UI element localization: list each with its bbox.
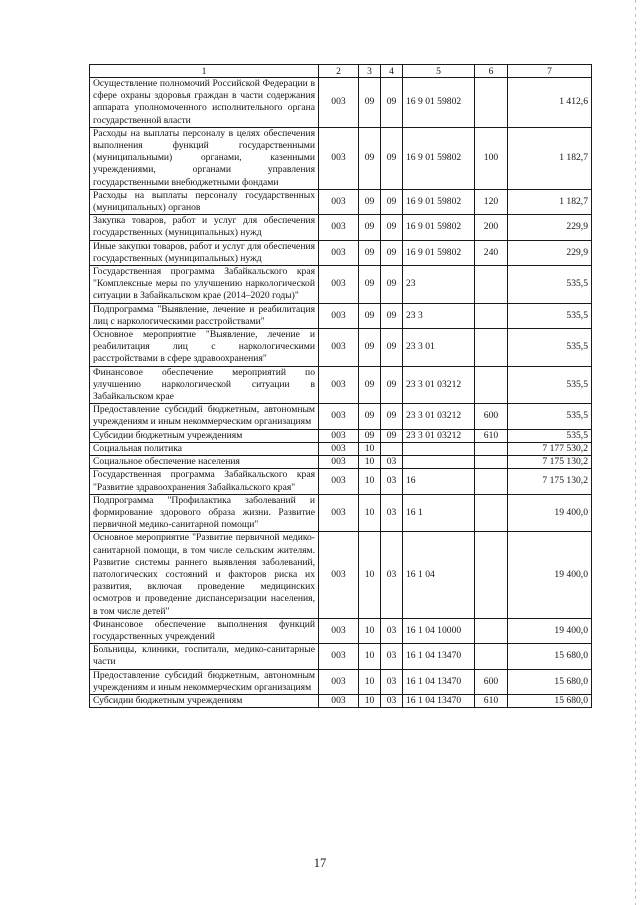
- row-vr: [475, 494, 508, 532]
- row-vr: 120: [475, 189, 508, 214]
- header-col-vr: 6: [475, 65, 508, 78]
- header-col-csr: 5: [403, 65, 475, 78]
- row-rz: 09: [359, 266, 381, 304]
- row-grbs: 003: [319, 78, 359, 128]
- row-pr: 09: [381, 189, 403, 214]
- row-grbs: 003: [319, 303, 359, 328]
- row-name: Субсидии бюджетным учреждениям: [90, 429, 319, 442]
- header-col-rz: 3: [359, 65, 381, 78]
- row-name: Социальное обеспечение населения: [90, 456, 319, 469]
- row-rz: 10: [359, 494, 381, 532]
- row-sum: 1 412,6: [508, 78, 592, 128]
- row-sum: 19 400,0: [508, 494, 592, 532]
- row-vr: [475, 532, 508, 618]
- table-row: [90, 694, 592, 707]
- row-csr: 23 3 01 03212: [403, 429, 475, 442]
- row-csr: 23 3 01 03212: [403, 366, 475, 404]
- table-row: [90, 644, 592, 669]
- row-sum: 19 400,0: [508, 618, 592, 643]
- row-name: Предоставление субсидий бюджетным, автономным учреждениям и иным некоммерческим организациям: [90, 669, 319, 694]
- row-pr: 09: [381, 127, 403, 189]
- row-csr: 16 9 01 59802: [403, 189, 475, 214]
- row-csr: [403, 442, 475, 455]
- header-row: [90, 65, 592, 78]
- row-vr: [475, 78, 508, 128]
- row-name: Финансовое обеспечение мероприятий по улучшению наркологической ситуации в Забайкальском крае: [90, 366, 319, 404]
- table-row: [90, 303, 592, 328]
- row-sum: 1 182,7: [508, 127, 592, 189]
- row-grbs: 003: [319, 189, 359, 214]
- row-sum: 535,5: [508, 429, 592, 442]
- row-name: Субсидии бюджетным учреждениям: [90, 694, 319, 707]
- table-row: [90, 532, 592, 618]
- row-csr: 23 3 01 03212: [403, 404, 475, 429]
- row-pr: 09: [381, 404, 403, 429]
- row-sum: 19 400,0: [508, 532, 592, 618]
- row-vr: [475, 644, 508, 669]
- row-name: Социальная политика: [90, 442, 319, 455]
- row-vr: 200: [475, 215, 508, 240]
- row-rz: 10: [359, 694, 381, 707]
- row-csr: 16 9 01 59802: [403, 215, 475, 240]
- table-row: [90, 266, 592, 304]
- row-name: Основное мероприятие "Развитие первичной медико-санитарной помощи, в том числе сельским жителям. Развитие системы раннего выявления заболеваний, патологических состояний и факторов риска их развития, включая проведение медицинских осмотров и проведение диспансеризации населения, в том числе детей": [90, 532, 319, 618]
- row-rz: 09: [359, 240, 381, 265]
- row-vr: 240: [475, 240, 508, 265]
- row-name: Подпрограмма "Выявление, лечение и реабилитация лиц с наркологическими расстройствами": [90, 303, 319, 328]
- row-grbs: 003: [319, 127, 359, 189]
- row-pr: 09: [381, 329, 403, 367]
- row-pr: 03: [381, 644, 403, 669]
- row-name: Иные закупки товаров, работ и услуг для обеспечения государственных (муниципальных) нужд: [90, 240, 319, 265]
- row-grbs: 003: [319, 366, 359, 404]
- row-csr: [403, 456, 475, 469]
- row-csr: 16 1: [403, 494, 475, 532]
- row-rz: 10: [359, 618, 381, 643]
- row-sum: 15 680,0: [508, 669, 592, 694]
- row-rz: 10: [359, 469, 381, 494]
- row-rz: 09: [359, 78, 381, 128]
- row-vr: 600: [475, 404, 508, 429]
- row-sum: 15 680,0: [508, 694, 592, 707]
- row-rz: 09: [359, 303, 381, 328]
- row-csr: 16 1 04 13470: [403, 669, 475, 694]
- row-pr: 09: [381, 266, 403, 304]
- row-name: Закупка товаров, работ и услуг для обеспечения государственных (муниципальных) нужд: [90, 215, 319, 240]
- table-row: [90, 127, 592, 189]
- row-grbs: 003: [319, 215, 359, 240]
- table-row: [90, 404, 592, 429]
- row-vr: 610: [475, 429, 508, 442]
- row-name: Финансовое обеспечение выполнения функций государственных учреждений: [90, 618, 319, 643]
- row-rz: 10: [359, 456, 381, 469]
- row-rz: 09: [359, 329, 381, 367]
- row-name: Расходы на выплаты персоналу государственных (муниципальных) органов: [90, 189, 319, 214]
- row-name: Основное мероприятие "Выявление, лечение и реабилитация лиц с наркологическими расстройствами в сфере здравоохранения": [90, 329, 319, 367]
- row-csr: 16 1 04 13470: [403, 694, 475, 707]
- row-csr: 16 1 04 10000: [403, 618, 475, 643]
- row-sum: 229,9: [508, 240, 592, 265]
- row-pr: 03: [381, 532, 403, 618]
- row-csr: 16: [403, 469, 475, 494]
- row-pr: 03: [381, 456, 403, 469]
- row-pr: 09: [381, 429, 403, 442]
- row-sum: 535,5: [508, 366, 592, 404]
- row-rz: 09: [359, 429, 381, 442]
- row-grbs: 003: [319, 618, 359, 643]
- row-name: Предоставление субсидий бюджетным, автономным учреждениям и иным некоммерческим организациям: [90, 404, 319, 429]
- table-row: [90, 189, 592, 214]
- row-grbs: 003: [319, 240, 359, 265]
- row-sum: 229,9: [508, 215, 592, 240]
- row-csr: 23 3 01: [403, 329, 475, 367]
- scan-page-edge: [635, 0, 636, 905]
- row-sum: 535,5: [508, 266, 592, 304]
- row-rz: 09: [359, 189, 381, 214]
- row-name: Государственная программа Забайкальского края "Комплексные меры по улучшению наркологической ситуации в Забайкальском крае (2014–2020 годы)": [90, 266, 319, 304]
- row-pr: 09: [381, 366, 403, 404]
- row-sum: 535,5: [508, 303, 592, 328]
- row-vr: [475, 618, 508, 643]
- row-csr: 16 9 01 59802: [403, 240, 475, 265]
- row-pr: 09: [381, 303, 403, 328]
- table-row: [90, 429, 592, 442]
- row-vr: [475, 329, 508, 367]
- row-pr: 09: [381, 215, 403, 240]
- row-pr: 09: [381, 240, 403, 265]
- row-grbs: 003: [319, 694, 359, 707]
- row-sum: 7 177 530,2: [508, 442, 592, 455]
- page-number: 17: [313, 856, 327, 870]
- row-vr: [475, 469, 508, 494]
- row-sum: 535,5: [508, 404, 592, 429]
- row-csr: 16 1 04: [403, 532, 475, 618]
- row-vr: 100: [475, 127, 508, 189]
- row-pr: 03: [381, 694, 403, 707]
- row-grbs: 003: [319, 429, 359, 442]
- header-col-pr: 4: [381, 65, 403, 78]
- table-row: [90, 456, 592, 469]
- table-row: [90, 366, 592, 404]
- row-name: Больницы, клиники, госпитали, медико-санитарные части: [90, 644, 319, 669]
- row-grbs: 003: [319, 532, 359, 618]
- row-pr: 03: [381, 669, 403, 694]
- table-row: [90, 469, 592, 494]
- row-vr: [475, 366, 508, 404]
- row-name: Государственная программа Забайкальского края "Развитие здравоохранения Забайкальского края": [90, 469, 319, 494]
- row-sum: 1 182,7: [508, 189, 592, 214]
- table-row: [90, 240, 592, 265]
- row-pr: 09: [381, 78, 403, 128]
- row-rz: 09: [359, 366, 381, 404]
- row-vr: [475, 303, 508, 328]
- row-name: Расходы на выплаты персоналу в целях обеспечения выполнения функций государственными (муниципальными) органами, казенными учреждениями, органами управления государственными внебюджетными фондами: [90, 127, 319, 189]
- row-csr: 23 3: [403, 303, 475, 328]
- row-grbs: 003: [319, 442, 359, 455]
- row-grbs: 003: [319, 456, 359, 469]
- row-rz: 10: [359, 442, 381, 455]
- header-col-name: 1: [90, 65, 319, 78]
- row-grbs: 003: [319, 266, 359, 304]
- header-col-sum: 7: [508, 65, 592, 78]
- table-row: [90, 329, 592, 367]
- row-name: Подпрограмма "Профилактика заболеваний и формирование здорового образа жизни. Развитие первичной медико-санитарной помощи": [90, 494, 319, 532]
- table-row: [90, 669, 592, 694]
- row-sum: 535,5: [508, 329, 592, 367]
- row-sum: 15 680,0: [508, 644, 592, 669]
- row-csr: 16 9 01 59802: [403, 127, 475, 189]
- row-vr: [475, 442, 508, 455]
- row-csr: 16 9 01 59802: [403, 78, 475, 128]
- row-csr: 23: [403, 266, 475, 304]
- row-rz: 09: [359, 215, 381, 240]
- row-grbs: 003: [319, 494, 359, 532]
- row-rz: 09: [359, 404, 381, 429]
- row-grbs: 003: [319, 404, 359, 429]
- row-vr: 600: [475, 669, 508, 694]
- table-row: [90, 494, 592, 532]
- row-pr: 03: [381, 494, 403, 532]
- row-pr: [381, 442, 403, 455]
- row-name: Осуществление полномочий Российской Федерации в сфере охраны здоровья граждан в части содержания аппарата уполномоченного исполнительного органа государственной власти: [90, 78, 319, 128]
- row-pr: 03: [381, 618, 403, 643]
- row-sum: 7 175 130,2: [508, 456, 592, 469]
- row-grbs: 003: [319, 644, 359, 669]
- row-grbs: 003: [319, 469, 359, 494]
- row-grbs: 003: [319, 669, 359, 694]
- row-csr: 16 1 04 13470: [403, 644, 475, 669]
- row-vr: 610: [475, 694, 508, 707]
- table-row: [90, 215, 592, 240]
- row-pr: 03: [381, 469, 403, 494]
- budget-table: [89, 64, 592, 708]
- table-row: [90, 442, 592, 455]
- row-grbs: 003: [319, 329, 359, 367]
- table-row: [90, 618, 592, 643]
- row-rz: 09: [359, 127, 381, 189]
- table-row: [90, 78, 592, 128]
- row-rz: 10: [359, 669, 381, 694]
- row-rz: 10: [359, 644, 381, 669]
- header-col-grbs: 2: [319, 65, 359, 78]
- row-rz: 10: [359, 532, 381, 618]
- row-vr: [475, 456, 508, 469]
- row-vr: [475, 266, 508, 304]
- row-sum: 7 175 130,2: [508, 469, 592, 494]
